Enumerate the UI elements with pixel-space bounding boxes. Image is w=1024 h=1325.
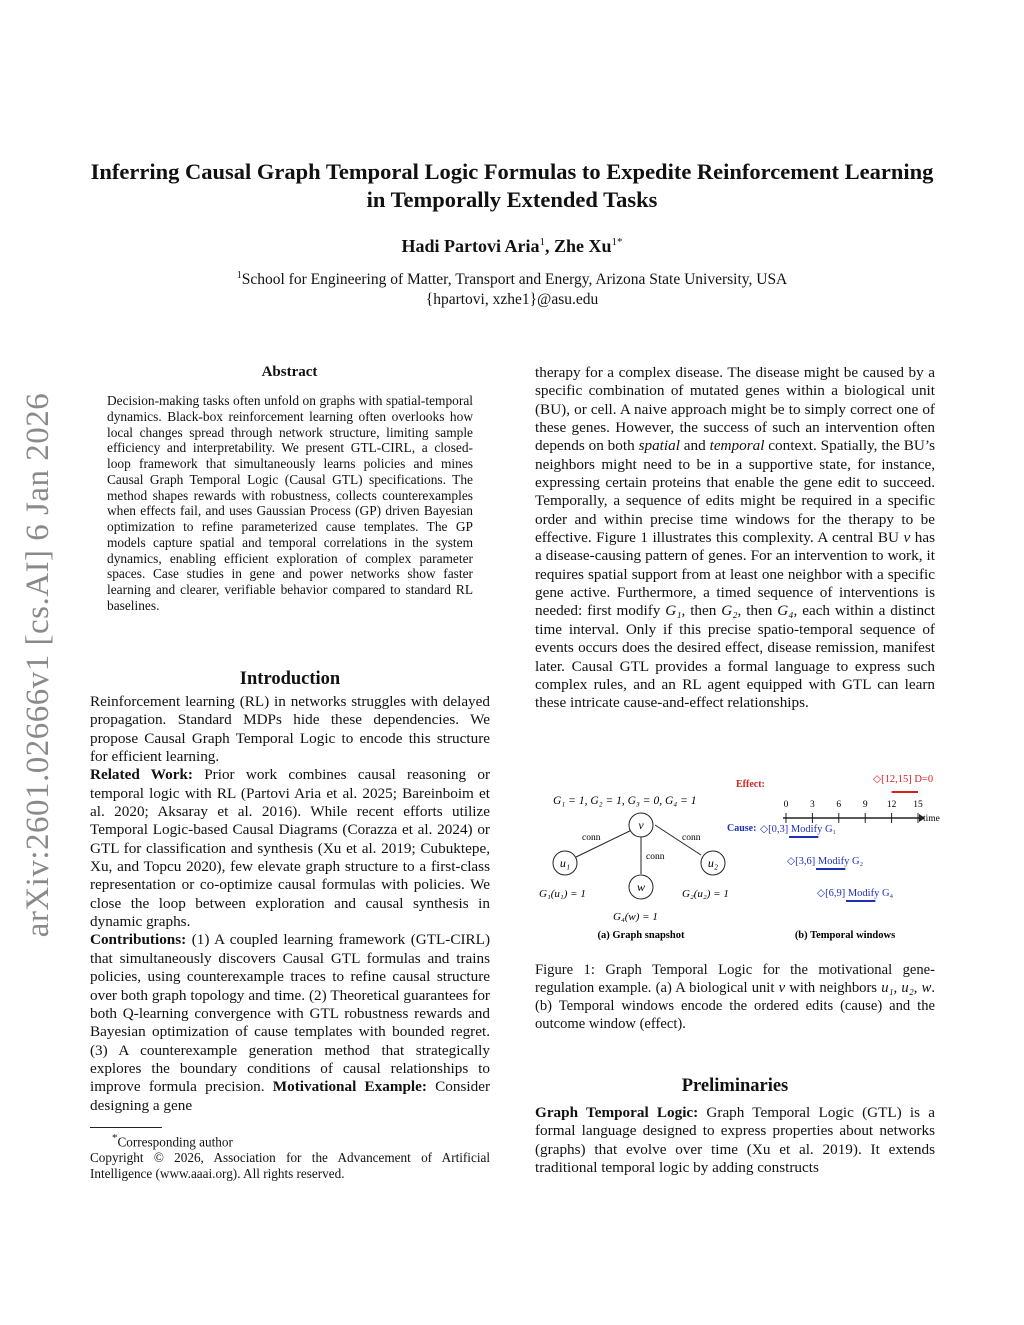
body-text: , each within a distinct time interval. Only if this precise spatio-temporal sequence of events occurs does the desired effect, disease remission, manifest later. Causal GTL provides a formal language to express such complex rules, and an RL agent equipped with GTL can learn these intricate cause-and-effect relationships. (535, 602, 935, 712)
node-u2-label: u₂ (707, 856, 719, 870)
node-u1-state: G₁(u₁) = 1 (539, 888, 586, 900)
panel-b-caption: (b) Temporal windows (794, 930, 896, 941)
copyright-note: Copyright © 2026, Association for the Advancement of Artificial Intelligence (www.aaai.org). All rights reserved. (90, 1150, 490, 1182)
emphasis: temporal (709, 437, 765, 455)
node-w-state: G₄(w) = 1 (613, 911, 658, 923)
affiliation (90, 266, 934, 310)
cause-window-3-bar (846, 900, 875, 902)
gtl-label: Graph Temporal Logic: (535, 1104, 699, 1121)
graph-snapshot-panel (539, 795, 729, 941)
node-v-label: v (638, 818, 644, 832)
intro-paragraph: Reinforcement learning (RL) in networks struggles with delayed propagation. Standard MDPs hide these dependencies. We propose Causal Graph Temporal Logic to encode this structure for efficient learning. (90, 693, 490, 766)
introduction-body (90, 693, 490, 1115)
gtl-text: Graph Temporal Logic (GTL) is a formal language designed to express properties about networks (graphs) that evolve over time (Xu et al. 2019). It extends traditional temporal logic by adding constructs (535, 1104, 935, 1177)
related-work-text: Prior work combines causal reasoning or temporal logic with RL (Partovi Aria et al. 2025; Bareinboim et al. 2020; Aksaray et al. 2016). While recent efforts utilize Temporal Logic-based Causal Diagrams (Corazza et al. 2024) or GTL for classification and synthesis (Xu et al. 2019; Cubuktepe, Xu, and Topcu 2020), few elevate graph structure to a first-class representation or co-optimize causal formulas with policies. We close the loop between exploration and causal synthesis in dynamic graphs. (90, 766, 490, 931)
caption-text: with neighbors (785, 980, 882, 996)
time-tick-label: 0 (783, 800, 789, 810)
math-symbol: v (778, 980, 786, 996)
arxiv-stamp: arXiv:2601.02666v1 [cs.AI] 6 Jan 2026 (20, 392, 56, 938)
contributions-text: (1) A coupled learning framework (GTL-CIRL) that simultaneously discovers Causal GTL formulas and trains policies, using counterexample traces to refine causal structure over both graph topology and time. (2) Theoretical guarantees for both Q-learning convergence with GTL robustness rewards and Bayesian optimization of cause templates with bounded regret. (3) A counterexample generation method that strategically explores the boundary conditions of causal relationships to improve formula precision. (90, 931, 490, 1096)
author-email: {hpartovi, xzhe1}@asu.edu (425, 291, 599, 309)
affil-text: School for Engineering of Matter, Transport and Energy, Arizona State University, USA (241, 271, 788, 289)
related-work-label: Related Work: (90, 766, 193, 784)
math-symbol: v (903, 529, 911, 547)
related-work-paragraph (90, 766, 490, 931)
corresponding-author-note: Corresponding author (117, 1134, 233, 1150)
body-text: , then (681, 602, 722, 620)
affil-mark: 1 (236, 270, 242, 281)
time-tick-label: 9 (862, 800, 868, 810)
effect-window-bar (892, 791, 918, 793)
author-name: Zhe Xu (553, 236, 612, 256)
math-symbol: G₄ (777, 602, 794, 620)
time-axis-label: time (923, 814, 940, 824)
body-text: has a disease-causing pattern of genes. For an intervention to work, it requires spatial support from at least one neighbor with a specific gene active. Furthermore, a timed sequence of interventions is needed: first modify (535, 529, 935, 620)
edge-label-left: conn (582, 833, 601, 843)
time-tick-label: 6 (836, 800, 842, 810)
figure-1 (525, 770, 945, 950)
contributions-label: Contributions: (90, 931, 187, 949)
author-separator: , (544, 236, 554, 256)
math-symbol: G₁ (665, 602, 682, 620)
figure-caption (535, 961, 935, 1033)
effect-window-label: ◇[12,15] D=0 (873, 774, 934, 785)
motivational-text: Consider designing a gene (90, 1078, 490, 1114)
paper-title: Inferring Causal Graph Temporal Logic Formulas to Expedite Reinforcement Learning in Temporally Extended Tasks (90, 159, 934, 212)
body-text: context. Spatially, the BU’s neighbors might need to be in a supportive state, for instance, expressing certain proteins that enable the gene edit to succeed. Temporally, a sequence of edits might be required in a specific order and within precise time windows for the therapy to be effective. Figure 1 illustrates this complexity. A central BU (535, 437, 935, 547)
preliminaries-heading: Preliminaries (681, 1076, 789, 1096)
cause-window-2-label: ◇[3,6] Modify G₂ (787, 856, 864, 867)
body-text: and (679, 437, 710, 455)
math-symbol: G₂ (721, 602, 738, 620)
node-u2-state: G₂(u₂) = 1 (682, 888, 729, 900)
preliminaries-body (535, 1104, 935, 1177)
node-state-label: G₁ = 1, G₂ = 1, G₃ = 0, G₄ = 1 (553, 795, 697, 807)
body-text: , then (737, 602, 778, 620)
footnote-mark: * (112, 1132, 118, 1144)
time-ticks (784, 800, 925, 823)
time-tick-label: 3 (810, 800, 815, 810)
footnote-rule (90, 1127, 162, 1128)
contributions-paragraph (90, 931, 490, 1114)
author-affil-mark: 1* (611, 236, 623, 248)
cause-window-3-label: ◇[6,9] Modify G₄ (817, 888, 894, 899)
edge-label-down: conn (646, 852, 665, 862)
cause-label: Cause: (727, 823, 757, 834)
cause-window-1-bar (789, 836, 818, 838)
time-tick-label: 12 (886, 800, 897, 810)
time-tick-label: 15 (913, 800, 923, 810)
effect-label: Effect: (736, 779, 765, 790)
author-name: Hadi Partovi Aria (401, 236, 540, 256)
emphasis: spatial (638, 437, 680, 455)
node-u1-label: u₁ (559, 856, 571, 870)
author-line (90, 236, 934, 257)
motivational-example-continued (535, 364, 935, 713)
author-affil-mark: 1 (539, 236, 545, 248)
cause-window-1-label: ◇[0,3] Modify G₁ (760, 824, 837, 835)
body-text: therapy for a complex disease. The disease might be caused by a specific combination of mutated genes within a biological unit (BU), or cell. A naive approach might be to simply correct one of these genes. However, the success of such an intervention often depends on both (535, 364, 935, 455)
footnote (90, 1130, 490, 1182)
panel-a-caption: (a) Graph snapshot (597, 930, 685, 941)
edge-label-right: conn (682, 833, 701, 843)
cause-window-2-bar (816, 868, 845, 870)
math-symbol: u₁, u₂, w (881, 980, 932, 996)
temporal-windows-panel (727, 774, 940, 941)
node-w-label: w (636, 880, 646, 894)
caption-text: . (b) Temporal windows encode the ordered edits (cause) and the outcome window (effect). (535, 980, 936, 1032)
abstract-body: Decision-making tasks often unfold on graphs with spatial-temporal dynamics. Black-box reinforcement learning often overlooks how local changes spread through network structure, limiting sample efficiency and interpretability. We present GTL-CIRL, a closed-loop framework that simultaneously learns policies and mines Causal Graph Temporal Logic (Causal GTL) specifications. The method shapes rewards with robustness, collects counterexamples when effects fail, and uses Gaussian Process (GP) driven Bayesian optimization to refine parameterized cause templates. The GP models capture spatial and temporal correlations in the system dynamics, enabling efficient exploration of complex parameter spaces. Case studies in gene and power networks show faster learning and clearer, verifiable behavior compared to standard RL baselines. (107, 393, 473, 613)
caption-text: Figure 1: Graph Temporal Logic for the motivational gene-regulation example. (a) A biological unit (535, 962, 935, 996)
introduction-heading: Introduction (239, 669, 341, 689)
abstract-heading: Abstract (261, 364, 318, 380)
motivational-label: Motivational Example: (272, 1078, 427, 1096)
